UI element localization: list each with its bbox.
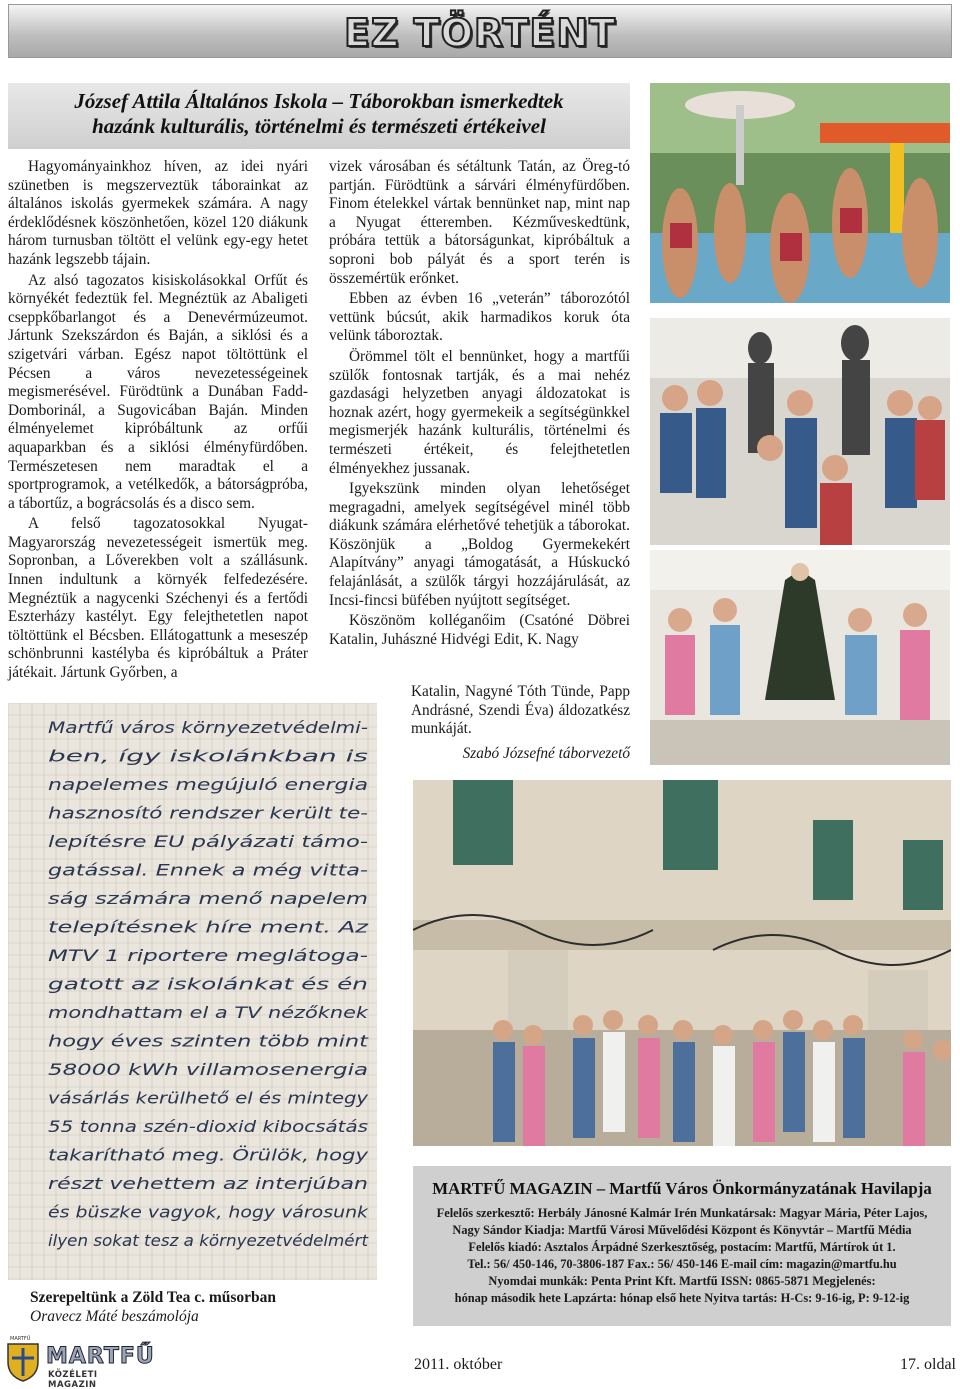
- masthead-banner: [8, 4, 952, 58]
- caption-title: Szerepeltünk a Zöld Tea c. műsorban: [30, 1289, 277, 1306]
- handwritten-line: vásárlás kerülhető el és mintegy: [48, 1088, 369, 1108]
- section-title: EZ TÖRTÉNT: [343, 11, 617, 55]
- imprint-line: Nagy Sándor Kiadja: Martfű Városi Művelődési Központ és Könyvtár – Martfű Média: [452, 1223, 912, 1237]
- caption-subtitle: Oravecz Máté beszámolója: [30, 1308, 199, 1325]
- photo-armor-museum: [650, 318, 950, 545]
- handwritten-line: ben, így iskolánkban is: [48, 746, 368, 766]
- imprint-line: Felelős kiadó: Asztalos Árpádné Szerkesztőség, postacím: Martfű, Mártírok út 1.: [468, 1240, 896, 1254]
- imprint-line: hónap második hete Lapzárta: hónap első hete Nyitva tartás: H-Cs: 9-16-ig, P: 9-12-ig: [454, 1291, 910, 1305]
- handwritten-line: ilyen sokat tesz a környezetvédelmért: [48, 1231, 369, 1250]
- publication-imprint: [413, 1166, 951, 1326]
- handwritten-line: telepítésnek híre ment. Az: [48, 917, 369, 937]
- paragraph: Igyekszünk minden olyan lehetőséget megragadni, amelyek segítségével minél több diákunk számára elérhetővé tehetjük a táborokat. Köszönjük a „Boldog Gyermekekért Alapítvány” anyagi támogatását, a Húskuckó felajánlását, a szülők tárgyi hozzájárulását, az Incsi-fincsi büfében nyújtott segítséget.: [329, 480, 630, 609]
- photo-historic-dress-exhibit: [650, 550, 950, 765]
- photo-palace-group: [413, 780, 951, 1146]
- photo-waterpark: [650, 83, 950, 303]
- paragraph: Ebben az évben 16 „veterán” táborozótól vettünk búcsút, akik harmadikos koruk óta velünk táboroztak.: [329, 290, 630, 345]
- handwritten-line: hasznosító rendszer került te-: [48, 803, 369, 823]
- headline-line-2: hazánk kulturális, történelmi és természeti értékeivel: [92, 114, 546, 138]
- handwritten-line: gatással. Ennek a még vitta-: [48, 860, 369, 880]
- handwritten-line: és büszke vagyok, hogy városunk: [48, 1202, 369, 1222]
- handwritten-line: 55 tonna szén-dioxid kibocsátás: [48, 1117, 368, 1136]
- logo-top-text: MARTFŰ: [10, 1336, 31, 1342]
- paragraph: Katalin, Nagyné Tóth Tünde, Papp Andrásné, Szendi Éva) áldozatkész munkáját.: [411, 683, 630, 738]
- paragraph: vizek városában és sétáltunk Tatán, az Öreg-tó partján. Fürödtünk a sárvári élményfürdőben. Finom ételekkel vártak bennünket nap, mint nap a Nyugat étteremben. Kézműveskedtünk, próbára tettük a bátorságunkat, kipróbáltuk a soproni bob pályát és a sport terén is összemértük erőnket.: [329, 158, 630, 287]
- paragraph: Hagyományainkhoz híven, az idei nyári szünetben is megszerveztük táborainkat az általános iskolás gyermekek számára. A nagy érdeklődésnek köszönhetően, közel 120 diákunk három turnusban töltött el velünk egy-egy hetet hazánk legszebb tájain.: [8, 158, 308, 268]
- paragraph: Az alsó tagozatos kisiskolásokkal Orfűt és környékét fedeztük fel. Megnéztük az Abaligeti cseppkőbarlangot és a Denevérmúzeumot. Jártunk Szekszárdon és Baján, a siklósi és a szigetvári várban. Egész napot töltöttünk el Pécsen a város nevezetességeinek megismerésével. Fürödtünk a Dunában Fadd-Domborinál, a Sugovicában Baján. Minden élményelemet kipróbáltunk az orfűi aquaparkban és a siklósi élményfürdőben. Természetesen nem maradtak el a sportprogramok, a vetélkedők, a bátorságpróba, a tábortűz, a bográcsolás és a disco sem.: [8, 271, 308, 512]
- photo-handwritten-letter: [8, 703, 377, 1280]
- handwritten-line: napelemes megújuló energia: [48, 775, 368, 794]
- handwritten-line: takarítható meg. Örülök, hogy: [48, 1145, 369, 1165]
- imprint-line: Tel.: 56/ 450-146, 70-3806-187 Fax.: 56/ 450-146 E-mail cím: magazin@martfu.hu: [467, 1257, 897, 1271]
- handwritten-line: Martfű város környezetvédelmi-: [48, 718, 369, 737]
- handwritten-line: gatott az iskolánkat és én: [48, 974, 368, 994]
- handwritten-line: MTV 1 riportere meglátoga-: [48, 946, 369, 965]
- magazine-logo: [6, 1336, 155, 1389]
- paragraph: A felső tagozatosokkal Nyugat-Magyarország nevezetességeit ismertük meg. Sopronban, a Lőverekben volt a szállásunk. Innen indultunk a környék felfedezésére. Megnéztük a nagycenki Széchenyi és a fertődi Eszterházy kastélyt. Egy felejthetetlen napot töltöttünk el Bécsben. Ellátogattunk a meseszép schönbrunni kastélyba és kipróbáltuk a Práter játékait. Jártunk Győrben, a: [8, 515, 308, 682]
- letter-caption: [30, 1288, 370, 1326]
- page-number: 17. oldal: [900, 1356, 956, 1373]
- logo-subtitle: KÖZÉLETI MAGAZIN: [48, 1370, 98, 1389]
- headline-line-1: József Attila Általános Iskola – Táborokban ismerkedtek: [74, 89, 564, 113]
- handwritten-line: részt vehettem az interjúban: [48, 1174, 368, 1193]
- imprint-line: Nyomdai munkák: Penta Print Kft. Martfű ISSN: 0865-5871 Megjelenés:: [488, 1274, 876, 1288]
- imprint-line: Felelős szerkesztő: Herbály Jánosné Kalmár Irén Munkatársak: Magyar Mária, Péter Lajos,: [436, 1206, 928, 1220]
- paragraph: Köszönöm kolléganőim (Csatóné Döbrei Katalin, Juhászné Hidvégi Edit, K. Nagy: [329, 612, 630, 648]
- handwritten-line: mondhattam el a TV nézőknek: [48, 1003, 369, 1022]
- issue-date: 2011. október: [414, 1356, 503, 1373]
- article-headline: [8, 83, 630, 149]
- headline-text: [8, 89, 630, 139]
- handwritten-line: hogy éves szinten több mint: [48, 1031, 370, 1051]
- article-column-left: [8, 158, 308, 685]
- article-column-tail: [411, 683, 630, 765]
- handwritten-line: 58000 kWh villamosenergia: [48, 1060, 368, 1079]
- coat-of-arms-icon: [6, 1342, 40, 1382]
- paragraph: Örömmel tölt el bennünket, hogy a martfűi szülők fontosnak tartják, és a mai nehéz gazdasági helyzetben anyagi áldozatokat is hoznak azért, hogy gyermekeik a segítségünkkel megismerjék hazánk kulturális, történelmi és természeti értékeit, és felejthetetlen élményekhez jussanak.: [329, 347, 630, 477]
- handwritten-line: ság számára menő napelem: [48, 889, 368, 908]
- handwritten-line: lepítésre EU pályázati támo-: [48, 832, 369, 851]
- article-column-middle: [329, 158, 630, 651]
- logo-wordmark: MARTFŰ: [46, 1344, 155, 1369]
- imprint-title: MARTFŰ MAGAZIN – Martfű Város Önkormányzatának Havilapja: [432, 1179, 932, 1198]
- author-signature: Szabó Józsefné táborvezető: [462, 744, 630, 762]
